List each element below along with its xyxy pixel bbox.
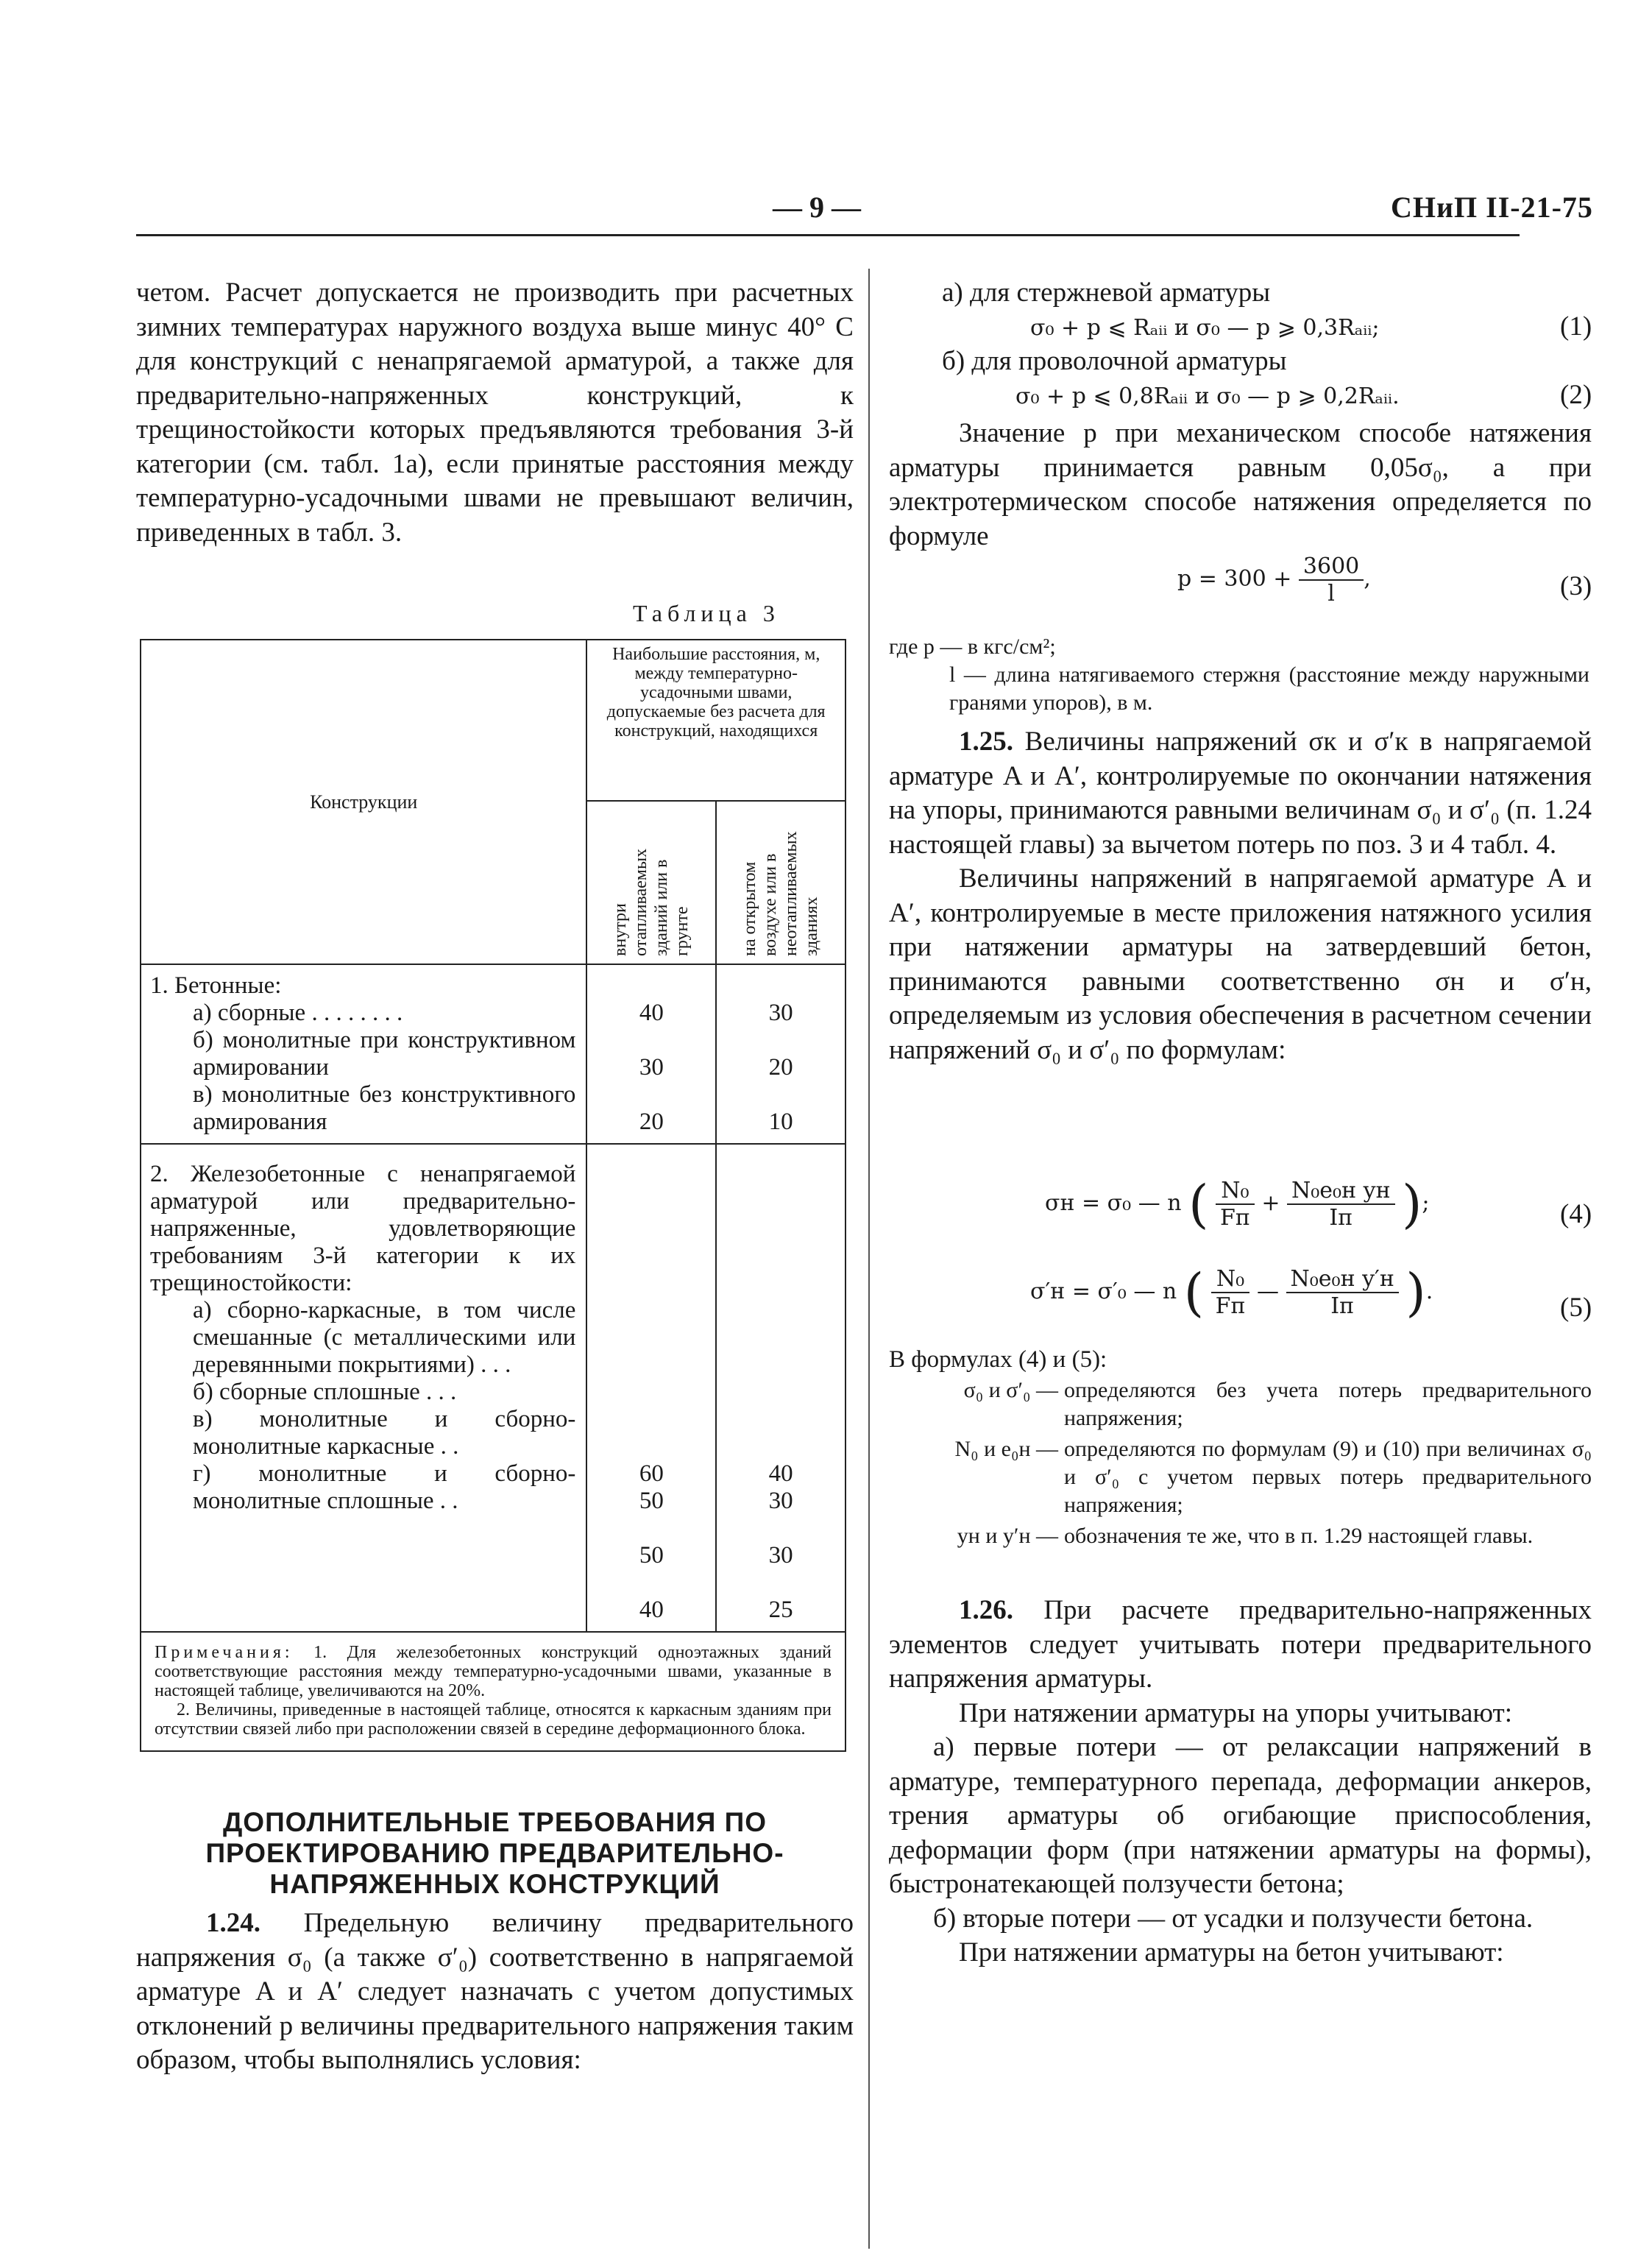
left-column — [136, 276, 854, 550]
note-2: 2. Величины, приведенные в настоящей таблице, относятся к каркасным зданиям при отсутствии связей либо при расположении связей в середине деформационного блока. — [155, 1700, 832, 1739]
def-3-text: обозначения те же, что в п. 1.29 настоящей главы. — [1064, 1524, 1534, 1548]
group-2-title: 2. Железобетонные с ненапрягаемой арматурой или предварительно-напряженные, удовлетворяющие требованиям 3-й категории к их трещиностойкости: — [150, 1161, 576, 1296]
para-1-25-number: 1.25. — [959, 727, 1013, 757]
formula-2-number: (2) — [1560, 380, 1592, 410]
formula-5-number: (5) — [1560, 1293, 1592, 1323]
table-row — [141, 1144, 846, 1632]
table-cell: 50 — [639, 1542, 664, 1569]
group-1-c: в) монолитные без конструктивного армирования — [193, 1081, 576, 1135]
table-cell: 30 — [639, 1054, 664, 1081]
table-cell: 30 — [768, 1000, 793, 1026]
para-1-25 — [889, 725, 1592, 1067]
intro-paragraph: четом. Расчет допускается не производить при расчетных зимних температурах наружного воздуха выше минус 40° С для конструкций с ненапрягаемой арматурой, а также для предварительно-напряженных конструкций, к трещиностойкости которых предъявляются требования 3-й категории (см. табл. 1а), если принятые расстояния между температурно-усадочными швами не превышают величин, приведенных в табл. 3. — [136, 277, 854, 548]
def-1-symbol: σ₀ и σ′₀ — — [963, 1378, 1058, 1402]
group-1-cell — [141, 964, 586, 1144]
col-header-konstr: Конструкции — [141, 640, 586, 964]
formula-5-a-den: Fп — [1215, 1293, 1246, 1319]
def-2-text: определяются по формулам (9) и (10) при величинах σ₀ и σ′₀ с учетом первых потерь предварительного напряжения; — [1064, 1437, 1592, 1517]
para-1-26c-text: а) первые потери — от релаксации напряжений в арматуре, температурного перепада, деформации анкеров, трения арматуры об огибающие приспособления, деформации форм (при натяжении арматуры на формы), быстронатекающей ползучести бетона; — [889, 1732, 1592, 1899]
where-2: l — длина натягиваемого стержня (расстояние между наружными гранями упоров), в м. — [949, 662, 1589, 715]
formula-4-b-den: Iп — [1329, 1205, 1353, 1231]
formula-4-number: (4) — [1560, 1199, 1592, 1229]
table-caption: Таблица 3 — [633, 600, 780, 626]
para-1-24-number: 1.24. — [206, 1908, 260, 1938]
formula-2: σ₀ + p ⩽ 0,8Rₐᵢᵢ и σ₀ — p ⩾ 0,2Rₐᵢᵢ. — [1015, 383, 1400, 409]
formula-3-numerator: 3600 — [1299, 554, 1364, 581]
formula-5-a-num: N₀ — [1211, 1266, 1250, 1293]
definition-1 — [889, 1376, 1592, 1432]
group-1-outside-values — [716, 964, 846, 1144]
def-3-symbol: yн и y′н — — [957, 1524, 1058, 1548]
definitions — [889, 1376, 1592, 1550]
para-1-26b-text: При натяжении арматуры на упоры учитывают: — [959, 1697, 1512, 1728]
def-1-text: определяются без учета потерь предварительного напряжения; — [1064, 1378, 1592, 1430]
formula-3: p = 300 + $\frac{3600}{l}$ , — [1177, 554, 1371, 607]
para-1-26-number: 1.26. — [959, 1595, 1013, 1625]
formula-3-left: p = 300 + — [1177, 566, 1292, 592]
formula-5-left: σ′н = σ′₀ — n — [1030, 1279, 1177, 1304]
formula-1-number: (1) — [1560, 311, 1592, 342]
group-2-d: г) монолитные и сборно-монолитные сплошные . . — [193, 1460, 576, 1514]
para-1-26e-text: При натяжении арматуры на бетон учитывают: — [959, 1937, 1504, 1968]
table-notes — [141, 1632, 846, 1751]
table-cell: 40 — [768, 1460, 793, 1487]
formula-3-number: (3) — [1560, 571, 1592, 601]
table-cell: 30 — [768, 1488, 793, 1514]
table-cell: 40 — [639, 1000, 664, 1026]
para-1-26-text: При расчете предварительно-напряженных элементов следует учитывать потери предварительного напряжения арматуры. — [889, 1595, 1592, 1694]
table-row — [141, 964, 846, 1144]
group-2-cell — [141, 1144, 586, 1632]
formula-4-a-den: Fп — [1220, 1205, 1250, 1231]
p-value-text: Значение p при механическом способе натяжения арматуры принимается равным 0,05σ₀, а при электротермическом способе натяжения определяется по формуле — [889, 418, 1592, 551]
section-title: ДОПОЛНИТЕЛЬНЫЕ ТРЕБОВАНИЯ ПО ПРОЕКТИРОВАНИЮ ПРЕДВАРИТЕЛЬНО-НАПРЯЖЕННЫХ КОНСТРУКЦИЙ — [205, 1807, 784, 1899]
header-rule — [136, 234, 1520, 236]
table-cell: 30 — [768, 1542, 793, 1569]
table-cell: 20 — [639, 1109, 664, 1135]
formula-3-denominator: l — [1327, 581, 1335, 607]
table-3 — [140, 639, 846, 1752]
formula-4: σн = σ₀ — n ( $\frac{\text{N₀}}{Fп}$ + $\frac{\text{N₀e₀н yн}}{Iп}$ ); — [1045, 1174, 1430, 1234]
para-1-25-text: Величины напряжений σк и σ′к в напрягаемой арматуре A и A′, контролируемые по окончании натяжения на упоры, принимаются равными величинам σ₀ и σ′₀ (п. 1.24 настоящей главы) за вычетом потерь по поз. 3 и 4 табл. 4. — [889, 727, 1592, 860]
definition-2 — [889, 1435, 1592, 1519]
table-cell: 50 — [639, 1488, 664, 1514]
table-cell: 40 — [639, 1597, 664, 1623]
group-1-a: а) сборные . . . . . . . . — [193, 1000, 403, 1026]
formula-5: σ′н = σ′₀ — n ( $\frac{\text{N₀}}{Fп}$ — $\frac{\text{N₀e₀н y′н}}{Iп}$ ). — [1030, 1262, 1433, 1323]
col-header-inside — [586, 801, 716, 964]
group-1-b: б) монолитные при конструктивном армировании — [193, 1027, 576, 1081]
para-1-26 — [889, 1594, 1592, 1970]
group-2-a: а) сборно-каркасные, в том числе смешанные (с металлическими или деревянными покрытиями) . . . — [193, 1297, 576, 1378]
para-1-24-text: Предельную величину предварительного напряжения σ₀ (а также σ′₀) соответственно в напрягаемой арматуре A и A′ следует назначать с учетом допустимых отклонений p величины предварительного напряжения таким образом, чтобы выполнялись условия: — [136, 1908, 854, 2075]
formula-4-b-num: N₀e₀н yн — [1287, 1178, 1395, 1205]
doc-code: СНиП II-21-75 — [1391, 191, 1593, 224]
table-cell: 20 — [768, 1054, 793, 1081]
group-2-c: в) монолитные и сборно-монолитные каркасные . . — [193, 1406, 576, 1460]
note-1: 1. Для железобетонных конструкций одноэтажных зданий соответствующие расстояния между температурно-усадочными швами, указанные в настоящей таблице, увеличиваются на 20%. — [155, 1643, 832, 1700]
col-header-inside-text: внутри отапливаемых зданий или в грунте — [611, 848, 692, 956]
formula-5-b-den: Iп — [1330, 1293, 1355, 1319]
in-formulas: В формулах (4) и (5): — [889, 1346, 1107, 1373]
para-1-25b-text: Величины напряжений в напрягаемой арматуре A и A′, контролируемые в месте приложения натяжного усилия при натяжении арматуры на затвердевший бетон, принимаются равными соответственно σн и σ′н, определяемым из условия обеспечения в расчетном сечении напряжений σ₀ и σ′₀ по формулам: — [889, 863, 1592, 1065]
table-cell: 60 — [639, 1460, 664, 1487]
col-header-group: Наибольшие расстояния, м, между температурно-усадочными швами, допускаемые без расчета для конструкций, находящихся — [586, 640, 846, 801]
group-1-title: 1. Бетонные: — [150, 972, 282, 999]
col-header-outside-text: на открытом воздухе или в неотапливаемых зданиях — [740, 831, 822, 956]
formula-4-a-num: N₀ — [1216, 1178, 1255, 1205]
definition-3 — [889, 1522, 1592, 1550]
notes-label: Примечания: — [155, 1643, 294, 1662]
group-1-inside-values — [586, 964, 716, 1144]
para-1-24 — [136, 1906, 854, 2078]
group-2-inside-values — [586, 1144, 716, 1632]
wire-heading: б) для проволочной арматуры — [942, 346, 1287, 376]
table-cell: 10 — [768, 1109, 793, 1135]
where-1: где p — в кгс/см²; — [889, 634, 1056, 659]
col-header-outside — [716, 801, 846, 964]
rod-heading: а) для стержневой арматуры — [942, 277, 1271, 308]
group-2-b: б) сборные сплошные . . . — [193, 1379, 457, 1405]
formula-4-left: σн = σ₀ — n — [1045, 1190, 1182, 1216]
group-2-outside-values — [716, 1144, 846, 1632]
para-1-26d-text: б) вторые потери — от усадки и ползучести бетона. — [933, 1903, 1534, 1934]
p-value-paragraph — [889, 417, 1592, 554]
formula-5-b-num: N₀e₀н y′н — [1286, 1266, 1399, 1293]
table-cell: 25 — [768, 1597, 793, 1623]
formula-1: σ₀ + p ⩽ Rₐᵢᵢ и σ₀ — p ⩾ 0,3Rₐᵢᵢ; — [1030, 315, 1380, 341]
def-2-symbol: N₀ и e₀н — — [954, 1437, 1058, 1461]
page-number: — 9 — — [773, 191, 861, 224]
column-divider — [868, 269, 870, 2249]
